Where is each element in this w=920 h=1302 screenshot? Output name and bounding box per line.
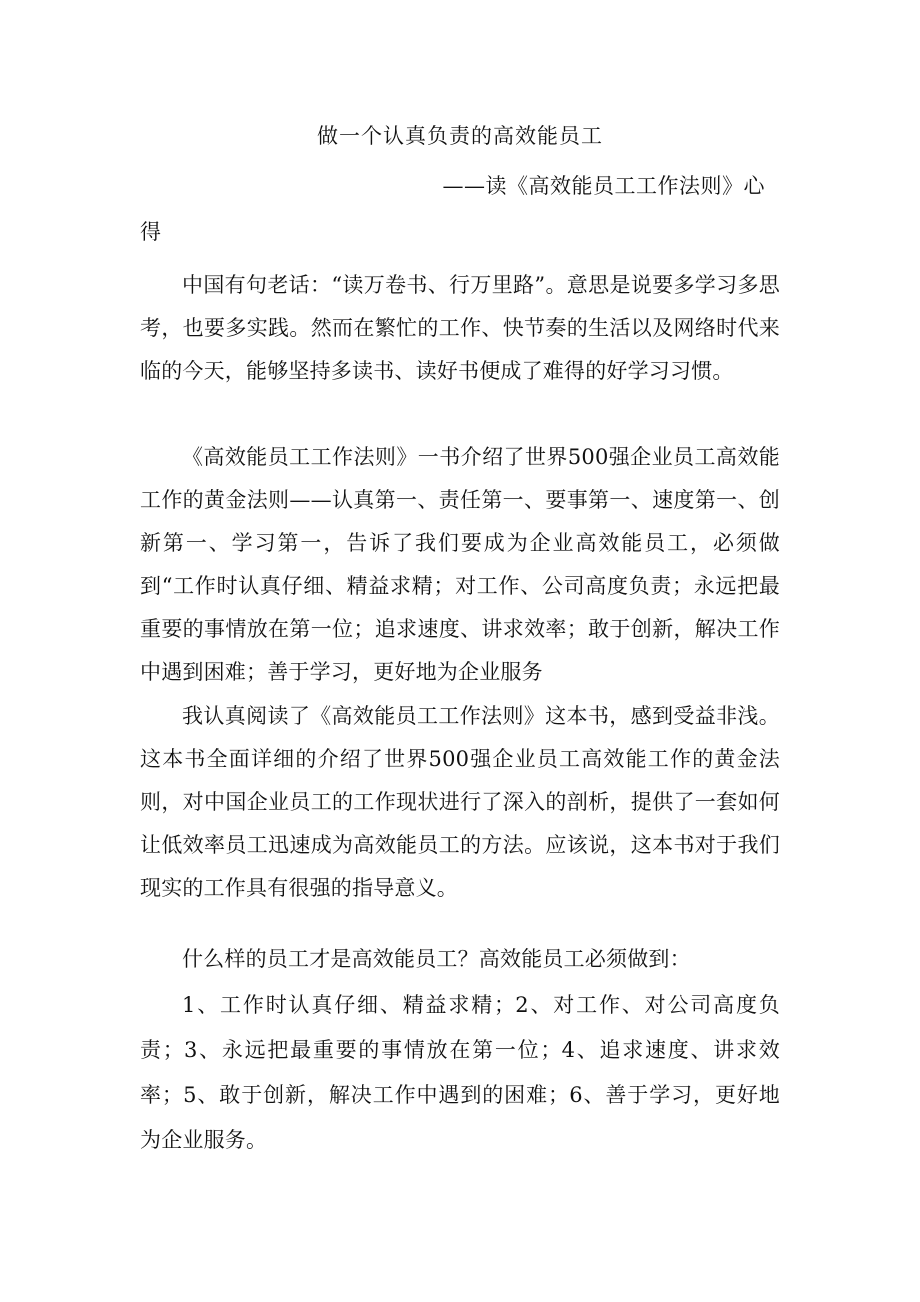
- paragraph-1: 中国有句老话：“读万卷书、行万里路”。意思是说要多学习多思考，也要多实践。然而在繁忙的工作、快节奏的生活以及网络时代来临的今天，能够坚持多读书、读好书便成了难得的好学习习惯。: [140, 273, 780, 383]
- paragraph-2: 《高效能员工工作法则》一书介绍了世界500强企业员工高效能工作的黄金法则——认真第一、责任第一、要事第一、速度第一、创新第一、学习第一，告诉了我们要成为企业高效能员工，必须做到“工作时认真仔细、精益求精；对工作、公司高度负责；永远把最重要的事情放在第一位；追求速度、讲求效率；敢于创新，解决工作中遇到困难；善于学习，更好地为企业服务: [140, 445, 780, 684]
- paragraph-4: 什么样的员工才是高效能员工？高效能员工必须做到：: [182, 947, 691, 971]
- paragraph-block: [140, 938, 780, 981]
- paragraph-block: [140, 264, 780, 393]
- paragraph-block: [140, 436, 780, 694]
- paragraph-block: [140, 983, 780, 1163]
- document-subtitle-continuation: 得: [140, 220, 161, 244]
- paragraph-3: 我认真阅读了《高效能员工工作法则》这本书，感到受益非浅。这本书全面详细的介绍了世界500强企业员工高效能工作的黄金法则，对中国企业员工的工作现状进行了深入的剖析，提供了一套如何让低效率员工迅速成为高效能员工的方法。应该说，这本书对于我们现实的工作具有很强的指导意义。: [140, 704, 780, 900]
- paragraph-block: [140, 695, 780, 910]
- document-title: 做一个认真负责的高效能员工: [317, 124, 603, 148]
- document-subtitle: ——读《高效能员工工作法则》心: [442, 174, 765, 198]
- paragraph-5: 1、工作时认真仔细、精益求精；2、对工作、对公司高度负责；3、永远把最重要的事情放在第一位；4、追求速度、讲求效率；5、敢于创新，解决工作中遇到的困难；6、善于学习，更好地为企业服务。: [140, 993, 780, 1152]
